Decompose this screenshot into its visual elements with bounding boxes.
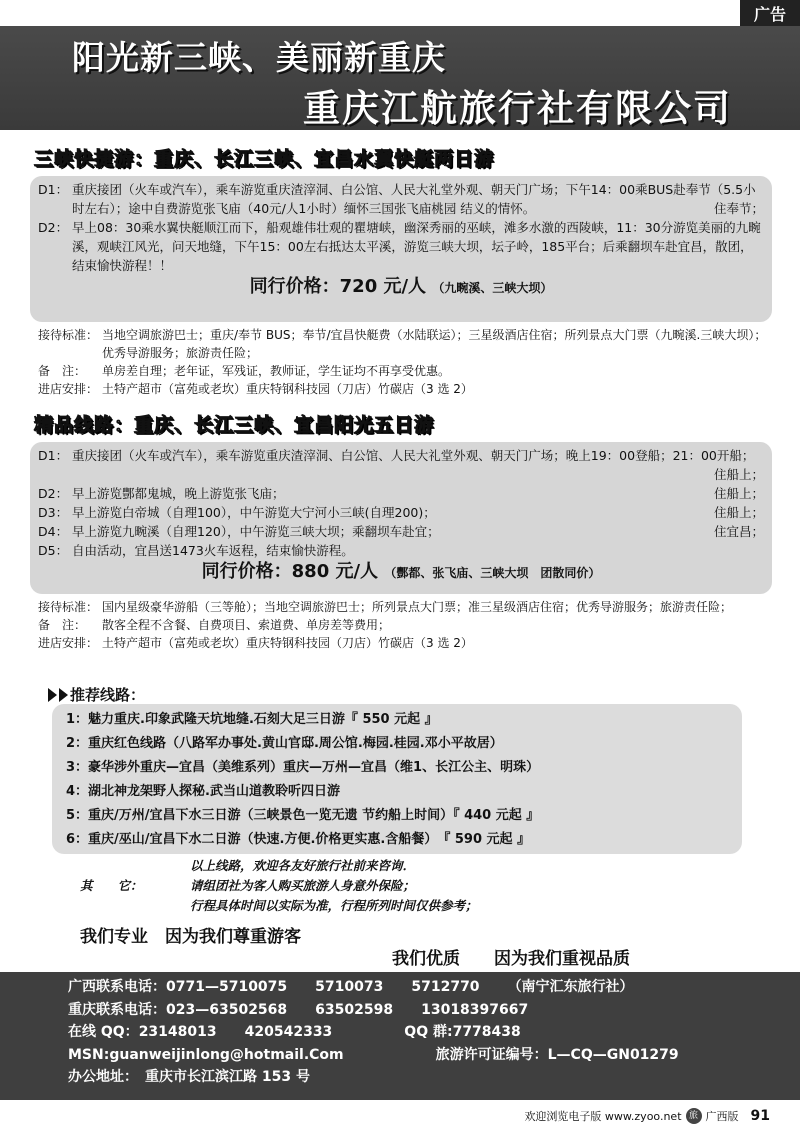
qq-line: 在线 QQ：23148013 420542333 QQ 群:7778438 xyxy=(68,1024,521,1040)
tour2-title: 精品线路：重庆、长江三峡、宜昌阳光五日游 xyxy=(34,414,435,436)
remarks: 以上线路，欢迎各友好旅行社前来咨询． 其 它： 请组团社为客人购买旅游人身意外保险； 行程具体时间以实际为准，行程所列时间仅供参考； xyxy=(80,858,478,913)
slogan-professional: 我们专业 因为我们尊重游客 xyxy=(80,927,301,947)
header-banner xyxy=(0,26,800,130)
contact-block xyxy=(0,972,800,1100)
chongqing-phone-line: 重庆联系电话：023—63502568 63502598 13018397667 xyxy=(68,1001,529,1018)
msn-line: MSN:guanweijinlong@hotmail.Com 旅游许可证编号：L—CQ—GN01279 xyxy=(68,1046,679,1063)
page-footer: 欢迎浏览电子版 www.zyoo.net 旅 广西版 91 xyxy=(524,1108,770,1124)
company-name: 重庆江航旅行社有限公司 xyxy=(303,86,732,130)
triangle-icon xyxy=(59,688,68,702)
recommend-title: 推荐线路： xyxy=(48,684,145,705)
page-number: 91 xyxy=(750,1108,770,1124)
list-item: 1：魅力重庆.印象武隆天坑地缝.石刻大足三日游『 550 元起 』 xyxy=(66,712,438,727)
itinerary-day: D5： 自由活动，宜昌送1473火车返程，结束愉快游程。 xyxy=(38,543,354,558)
tour1-itinerary xyxy=(30,176,772,322)
itinerary-day: D4： 早上游览九畹溪（自理120），中午游览三峡大坝；乘翻坝车赴宜； 住宜昌； xyxy=(38,524,764,539)
triangle-icon xyxy=(48,688,57,702)
tour1-title: 三峡快捷游：重庆、长江三峡、宜昌水翼快艇两日游 xyxy=(34,148,495,170)
list-item: 5：重庆/万州/宜昌下水三日游（三峡景色一览无遗 节约船上时间）『 440 元起 』 xyxy=(66,808,540,823)
itinerary-day: D2： 早上游览酆都鬼城，晚上游览张飞庙； 住船上； xyxy=(38,486,764,501)
slogan-quality: 我们优质 因为我们重视品质 xyxy=(392,949,630,969)
publisher-logo-icon: 旅 xyxy=(686,1108,702,1124)
list-item: 4：湖北神龙架野人探秘.武当山道教聆听四日游 xyxy=(66,784,340,799)
ad-tag: 广告 xyxy=(740,0,800,26)
guangxi-phone-line: 广西联系电话：0771—5710075 5710073 5712770 （南宁汇东旅行社） xyxy=(68,979,634,995)
recommend-list xyxy=(52,704,742,854)
itinerary-day: D2： 早上08：30乘水翼快艇顺江而下，船观雄伟壮观的瞿塘峡，幽深秀丽的巫峡，滩多水激的西陵峡，11：30分游览美丽的九畹溪，观峡江风光，问天地缝，下午15：00左右抵达太平溪，游览三峡大坝，坛子岭，185平台；后乘翻坝车赴宜昌，散团，结束愉快游程！！ xyxy=(38,220,761,273)
address-line: 办公地址： 重庆市长江滨江路 153 号 xyxy=(68,1069,310,1085)
tour1-info: 接待标准： 当地空调旅游巴士；重庆/奉节 BUS；奉节/宜昌快艇费（水陆联运）；三星级酒店住宿；所列景点大门票（九畹溪.三峡大坝）；优秀导游服务；旅游责任险； 备 注： 单房差自理；老年证，军残证，教师证，学生证均不再享受优惠。 进店安排： 土特产超市（富苑或老坎）重庆特钢科技园（刀店）竹碳店（3 选 2） xyxy=(38,328,767,396)
tour2-info: 接待标准： 国内星级豪华游船（三等舱）；当地空调旅游巴士；所列景点大门票；准三星级酒店住宿；优秀导游服务；旅游责任险； 备 注： 散客全程不含餐、自费项目、索道费、单房差等费用； 进店安排： 土特产超市（富苑或老坎）重庆特钢科技园（刀店）竹碳店（3 选 2） xyxy=(38,600,733,650)
itinerary-day: D3： 早上游览白帝城（自理100），中午游览大宁河小三峡(自理200)； 住船上； xyxy=(38,505,764,520)
itinerary-day: D1： 重庆接团（火车或汽车），乘车游览重庆渣滓洞、白公馆、人民大礼堂外观、朝天门广场；晚上19：00登船；21：00开船； 住船上； xyxy=(38,448,764,482)
list-item: 2：重庆红色线路（八路军办事处.黄山官邸.周公馆.梅园.桂园.邓小平故居） xyxy=(66,736,503,751)
tour1-price: 同行价格：720 元/人 （九畹溪、三峡大坝） xyxy=(249,276,553,297)
list-item: 3：豪华涉外重庆—宜昌（美维系列）重庆—万州—宜昌（维1、长江公主、明珠） xyxy=(66,760,540,775)
tour2-price: 同行价格：880 元/人 （酆都、张飞庙、三峡大坝 团散同价） xyxy=(201,561,601,582)
itinerary-day: D1： 重庆接团（火车或汽车），乘车游览重庆渣滓洞、白公馆、人民大礼堂外观、朝天门广场；下午14：00乘BUS赴奉节（5.5小时左右）；途中自费游览张飞庙（40元/人1小时）缅怀三国张飞庙桃园 结义的情怀。 住奉节； xyxy=(38,182,764,216)
headline: 阳光新三峡、美丽新重庆 xyxy=(72,38,446,77)
list-item: 6：重庆/巫山/宜昌下水二日游（快速.方便.价格更实惠.含船餐） 『 590 元起 』 xyxy=(66,832,531,847)
tour2-itinerary xyxy=(30,442,772,594)
